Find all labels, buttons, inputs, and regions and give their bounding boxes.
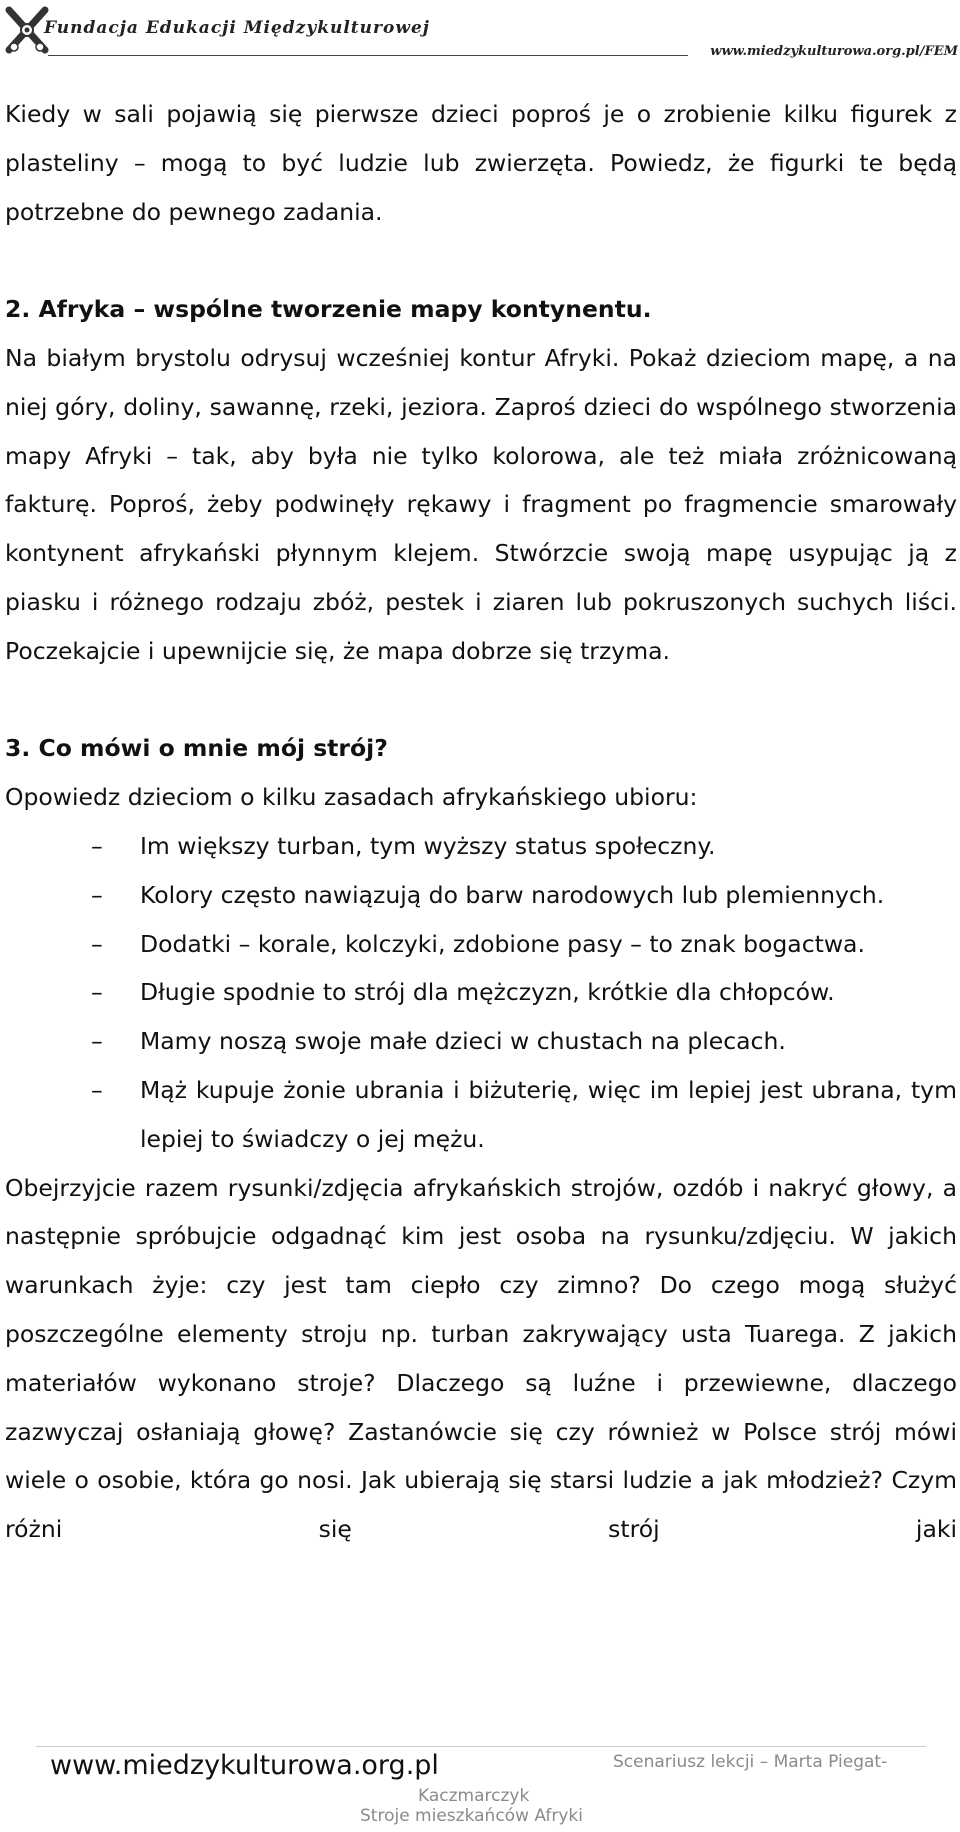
section-3-heading: 3. Co mówi o mnie mój strój?	[5, 734, 388, 763]
section-3-lead: Opowiedz dzieciom o kilku zasadach afrykańskiego ubioru:	[5, 783, 698, 812]
list-item	[5, 920, 957, 969]
footer-lesson-title: Stroje mieszkańców Afryki	[360, 1806, 584, 1826]
organization-name: Fundacja Edukacji Międzykulturowej	[44, 18, 430, 38]
footer-author-surname: Kaczmarczyk	[418, 1786, 530, 1806]
intro-paragraph: Kiedy w sali pojawią się pierwsze dzieci poproś je o zrobienie kilku figurek z plasteliny – mogą to być ludzie lub zwierzęta. Powiedz, że figurki te będą potrzebne do pewnego zadania.	[5, 100, 957, 226]
dash-bullet: –	[91, 978, 103, 1007]
spacer	[5, 236, 957, 285]
dash-bullet: –	[91, 1075, 103, 1104]
footer-website-link[interactable]: www.miedzykulturowa.org.pl	[50, 1750, 439, 1781]
page-header	[0, 0, 960, 62]
header-url: www.miedzykulturowa.org.pl/FEM	[710, 44, 958, 59]
list-item-text: Mąż kupuje żonie ubrania i biżuterię, więc im lepiej jest ubrana, tym lepiej to świadczy o jej mężu.	[140, 1075, 957, 1153]
section-3-paragraph: Obejrzyjcie razem rysunki/zdjęcia afrykańskich strojów, ozdób i nakryć głowy, a następnie spróbujcie odgadnąć kim jest osoba na rysunku/zdjęciu. W jakich warunkach żyje: czy jest tam ciepło czy zimno? Do czego mogą służyć poszczególne elementy stroju np. turban zakrywający usta Tuarega. Z jakich materiałów wykonano stroje? Dlaczego są luźne i przewiewne, dlaczego zazwyczaj osłaniają głowę? Zastanówcie się czy również w Polsce strój mówi wiele o osobie, która go nosi. Jak ubierają się starsi ludzie a jak młodzież? Czym różni się strój jaki	[5, 1173, 957, 1544]
list-item-text: Mamy noszą swoje małe dzieci w chustach na plecach.	[140, 1027, 786, 1056]
list-item-text: Im większy turban, tym wyższy status społeczny.	[140, 831, 716, 860]
dash-bullet: –	[91, 929, 103, 958]
list-item	[5, 968, 957, 1017]
header-divider	[48, 55, 688, 56]
list-item	[5, 822, 957, 871]
list-item-text: Długie spodnie to strój dla mężczyzn, krótkie dla chłopców.	[140, 978, 835, 1007]
dash-bullet: –	[91, 880, 103, 909]
footer-scenario-author: Scenariusz lekcji – Marta Piegat-	[613, 1752, 888, 1772]
document-body	[5, 90, 957, 1554]
list-item-text: Kolory często nawiązują do barw narodowych lub plemiennych.	[140, 880, 885, 909]
dash-bullet: –	[91, 831, 103, 860]
list-item-text: Dodatki – korale, kolczyki, zdobione pasy – to znak bogactwa.	[140, 929, 865, 958]
attire-rules-list	[5, 822, 957, 1164]
list-item	[5, 1066, 957, 1164]
section-2-paragraph: Na białym brystolu odrysuj wcześniej kontur Afryki. Pokaż dzieciom mapę, a na niej góry, doliny, sawannę, rzeki, jeziora. Zaproś dzieci do wspólnego stworzenia mapy Afryki – tak, aby była nie tylko kolorowa, ale też miała zróżnicowaną fakturę. Poproś, żeby podwinęły rękawy i fragment po fragmencie smarowały kontynent afrykański płynnym klejem. Stwórzcie swoją mapę usypując ją z piasku i różnego rodzaju zbóż, pestek i ziaren lub pokruszonych suchych liści. Poczekajcie i upewnijcie się, że mapa dobrze się trzyma.	[5, 343, 957, 665]
footer-divider	[36, 1746, 926, 1747]
list-item	[5, 1017, 957, 1066]
list-item	[5, 871, 957, 920]
section-2-heading: 2. Afryka – wspólne tworzenie mapy kontynentu.	[5, 295, 652, 324]
spacer	[5, 676, 957, 725]
dash-bullet: –	[91, 1027, 103, 1056]
